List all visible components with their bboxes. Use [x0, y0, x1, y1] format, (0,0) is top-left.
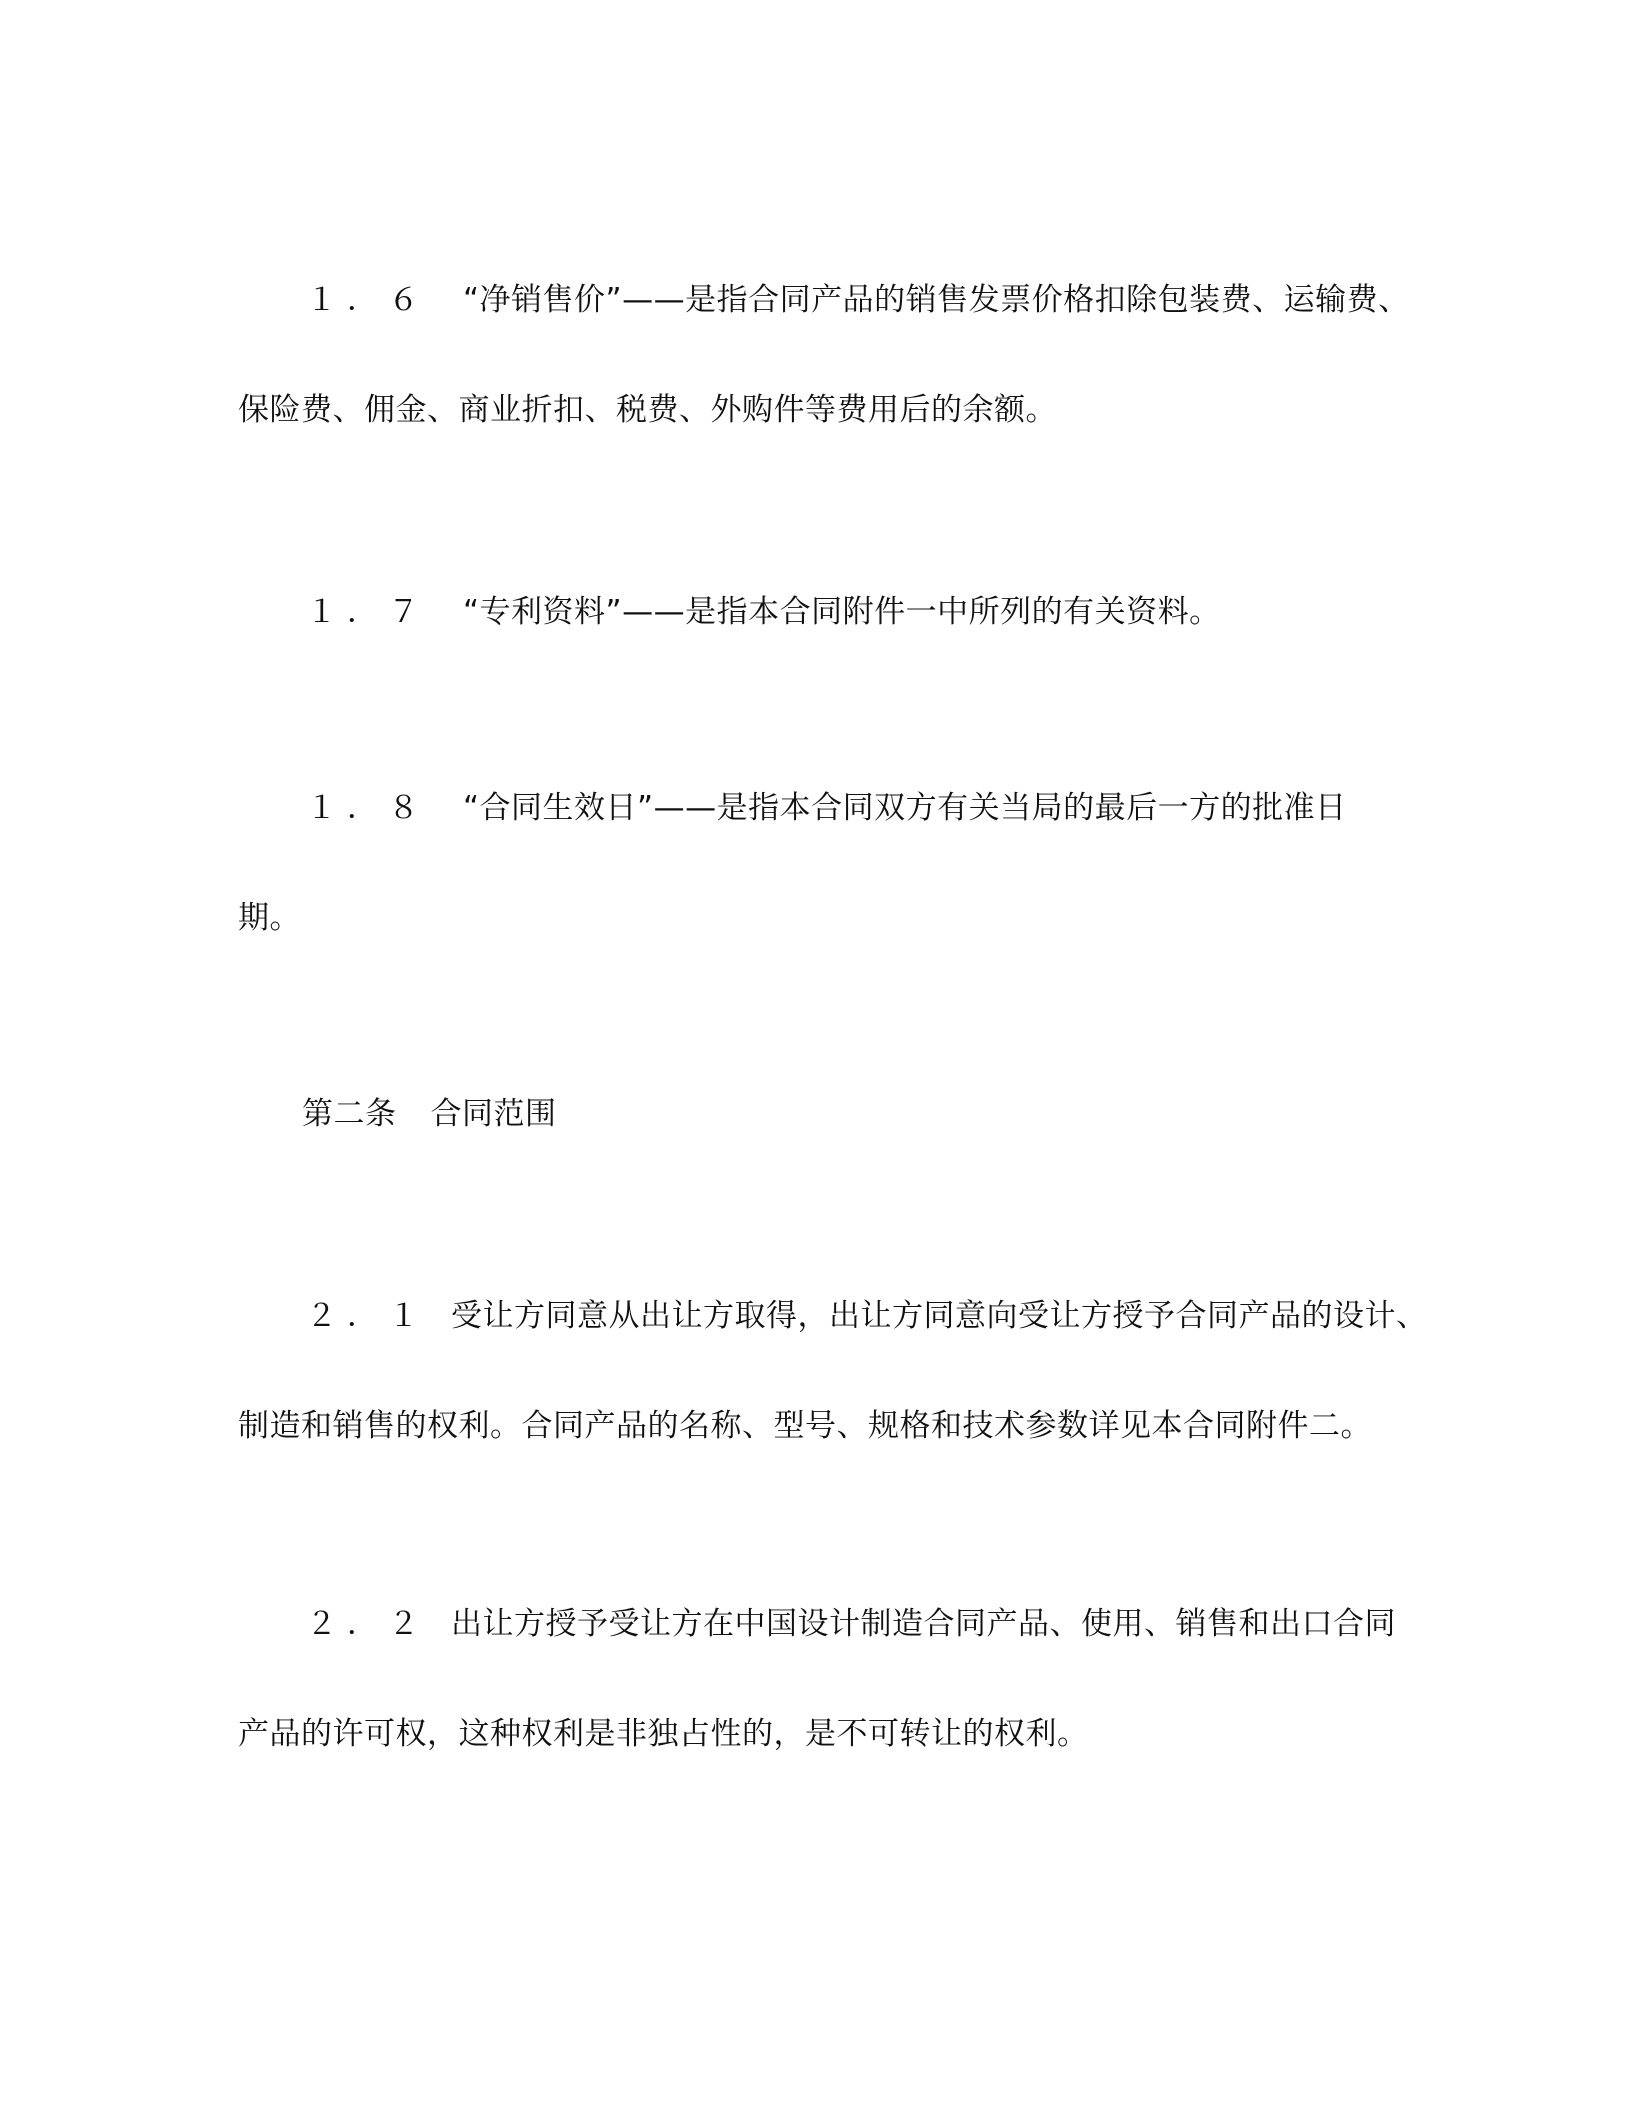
- clause-text: “合同生效日”——是指本合同双方有关当局的最后一方的批准日: [463, 790, 1347, 826]
- clause-1-6-line1: [306, 280, 1410, 320]
- clause-2-1-line2: 制造和销售的权利。合同产品的名称、型号、规格和技术参数详见本合同附件二。: [238, 1408, 1372, 1444]
- clause-1-8-line2: 期。: [238, 900, 301, 936]
- clause-number: １．８: [306, 790, 429, 826]
- clause-2-1-line1: [306, 1296, 1428, 1336]
- clause-number: ２．１: [306, 1298, 429, 1334]
- clause-1-6-line2: 保险费、佣金、商业折扣、税费、外购件等费用后的余额。: [238, 392, 1057, 428]
- clause-text: 出让方授予受让方在中国设计制造合同产品、使用、销售和出口合同: [451, 1606, 1396, 1642]
- clause-number: １．６: [306, 282, 429, 318]
- clause-2-2-line1: [306, 1604, 1396, 1644]
- clause-text: “净销售价”——是指合同产品的销售发票价格扣除包装费、运输费、: [463, 282, 1410, 318]
- clause-text: “专利资料”——是指本合同附件一中所列的有关资料。: [463, 594, 1221, 630]
- clause-text: 受让方同意从出让方取得，出让方同意向受让方授予合同产品的设计、: [451, 1298, 1428, 1334]
- clause-1-7-line1: [306, 592, 1221, 632]
- clause-1-8-line1: [306, 788, 1347, 828]
- clause-2-2-line2: 产品的许可权，这种权利是非独占性的，是不可转让的权利。: [238, 1716, 1089, 1752]
- article-number: 第二条: [302, 1096, 397, 1132]
- article-title: 合同范围: [430, 1096, 557, 1132]
- clause-number: ２．２: [306, 1606, 429, 1642]
- article-2-heading: [302, 1094, 557, 1134]
- clause-number: １．７: [306, 594, 429, 630]
